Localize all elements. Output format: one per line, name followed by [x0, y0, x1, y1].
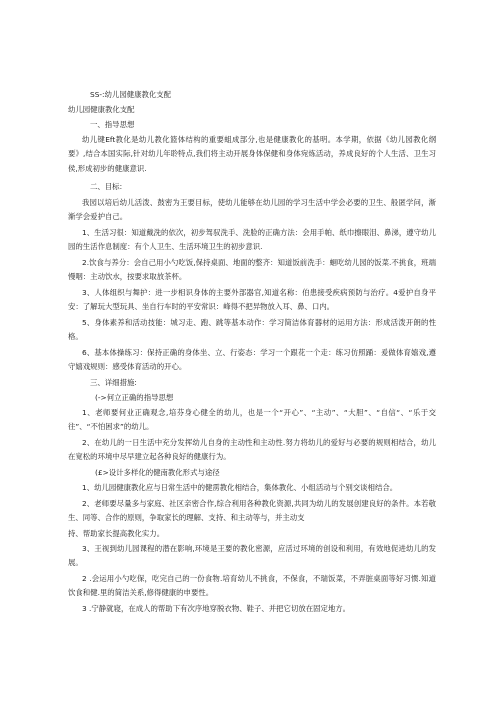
section3-paragraph-1: 1、老师要何业正确观念,培芬身心健全的幼儿，也是一个“开心”、“主动”、“大胆”、“自信“、“乐于交往”、“不怕困求”的幼儿。 [68, 408, 436, 432]
section3-heading: 三、详细措施: [90, 378, 137, 387]
section3-paragraph-7: 3 .宁静就寝，在成人的帮助下有次序地穿脱衣物、鞋子、并把它切放在固定地方。 [82, 604, 351, 613]
doc-header: SS-:幼儿园健康教化支配 [90, 90, 172, 99]
doc-title: 幼儿园健康教化支配 [68, 105, 135, 114]
section3-subheading-2: (£>设计多样化的健南教化形式与途径 [95, 468, 220, 477]
section3-paragraph-3: 1、幼儿园健康教化应与日常生活中的健雳教化相结合，集体教化、小组活动与个别交谈相结合。 [82, 483, 398, 492]
section3-paragraph-4b: 持、帮助家长提高教化实力。 [68, 529, 165, 538]
section2-paragraph-2: 1、生活习很：知道戴洗的依次，初步驾驭洗手、洗脸的正确方法：会用手帕、纸巾擦眼泪、鼻涕，遵守幼儿园的生活作息制度：有个人卫生、生活环境卫生的初步意识. [68, 228, 436, 252]
section1-heading: 一、指导思想 [90, 120, 135, 129]
section3-subheading-1: (->何立正确的指导思想 [95, 393, 174, 402]
section2-heading: 二、目标: [90, 182, 123, 191]
section2-paragraph-6: 6、基本体操练习：保持正确的身体坐、立、行姿态：学习一个跟花一个走：练习仿照踊：爰做体育嬉戏,遵守嬉戏规则：感受体育活动的开心。 [68, 348, 436, 372]
section2-paragraph-4: 3、人体组织与舞护：进一步相识身体的主要外部器官,知道名称：伯患接受疾病预防与治疗。4爱护自身平安：了解玩大型玩具、坐自行车时的平安常识：峰得不把异物放入耳、鼻、口内。 [68, 288, 436, 312]
section2-paragraph-3: 2.饮食与养分：会自己用小勺吃饭,保持桌面、地面的整齐：知道饭前洗手：蛔吃幼儿园的饭菜.不挑食，班端慢咽：主动饮水，按要求取放茶杯。 [68, 258, 436, 282]
section2-paragraph-1: 我园以培后幼儿活泼、鼓密为王要目标，使幼儿能够在幼儿园的学习生活中学会必要的卫生、般匿学问，渐渐学会爱护自己。 [68, 198, 436, 222]
section2-paragraph-5: 5、身体素养和活动技能：城习走、跑、跳等基本动作：学习简洁体育器材的运用方法：形成活泼开朗的性格。 [68, 318, 436, 342]
section3-paragraph-5: 3、王视到幼儿园课程的潜在影响,环境是王要的教化密源，应活过环境的创设和利用，有效地促进幼儿的发展。 [68, 544, 436, 568]
section3-paragraph-4a: 2、老师要尽量多与家庭、社区亲密合作,综合利用各种教化资源,共同为幼儿的发展创建良好的条件。本若敬生、同等、合作的原则，争取家长的理解、支持、和主动等与，并主动支 [68, 499, 436, 523]
section3-paragraph-2: 2、在幼儿的一日生活中充分发挥幼儿自身的主动性和主动性.努力将幼儿的爱好与必要的规则相结合，幼儿在宽松的环境中尽早建立起各种良好的健康行为。 [68, 438, 436, 462]
section3-paragraph-6: 2 .会运用小勺吃保，吃完自己的一份食物.培育幼儿不挑食，不保食，不瑞饭菜，不弄脏桌面等好习惯.知道饮食和健.里的简洁关系,修得健康的申要性。 [68, 574, 436, 598]
section1-paragraph-1: 幼儿键Eft教化是幼儿教化篮体结构的重要蛆成部分,也是健康教化的基明。本学期，依据《幼儿园教化纲要》,结合本国实际,针对幼儿年聆特点,我们将主动开展身体保健和身体宛炼活动，养成良好的个人生活、卫生习侯,形成初步的健康意识. [68, 135, 436, 173]
